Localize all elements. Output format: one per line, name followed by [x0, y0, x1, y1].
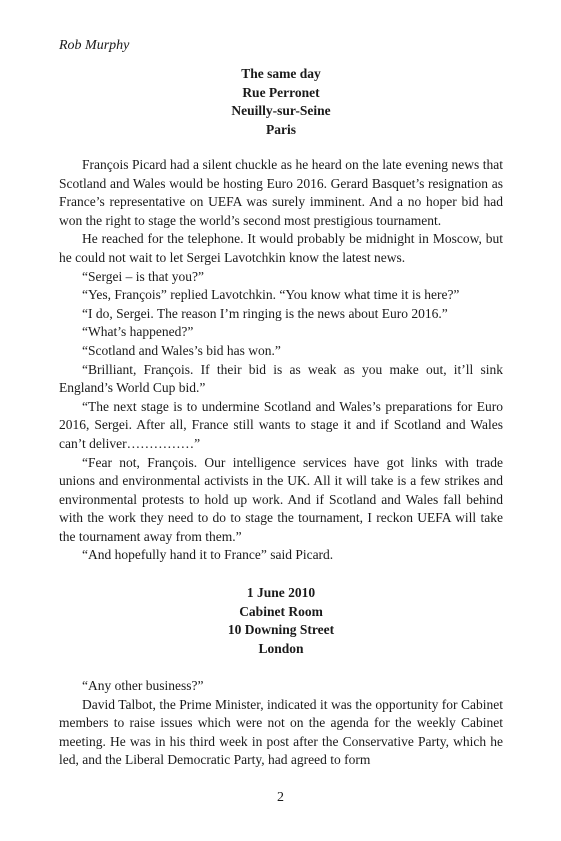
page-number: 2 — [277, 790, 284, 805]
scene-body — [59, 677, 503, 770]
paragraph: “Any other business?” — [82, 678, 204, 693]
paragraph: “The next stage is to undermine Scotland and Wales’s preparations for Euro 2016, Sergei. After all, France still wants to stage it and if Scotland and Wales can’t deliver……………” — [59, 398, 503, 451]
scene-heading — [59, 584, 503, 658]
paragraph: “Fear not, François. Our intelligence services have got links with trade unions and environmental activists in the UK. All it will take is a few strikes and environmental protests to hold up work. And if Scotland and Wales fall behind with the work they need to do to stage the tournament, I reckon UEFA will take the tournament away from them.” — [59, 454, 503, 544]
paragraph: “Yes, François” replied Lavotchkin. “You know what time it is here?” — [82, 287, 460, 303]
scene-heading-line: The same day — [241, 66, 321, 81]
scene-body — [59, 156, 503, 565]
paragraph: “Sergei – is that you?” — [82, 268, 204, 284]
scene-heading-line: Cabinet Room — [239, 603, 323, 619]
scene-heading — [59, 65, 503, 139]
scene-heading-line: 10 Downing Street — [227, 622, 335, 638]
paragraph: He reached for the telephone. It would probably be midnight in Moscow, but he could not wait to let Sergei Lavotchkin know the latest news. — [59, 231, 503, 265]
scene-heading-line: 1 June 2010 — [246, 585, 316, 600]
scene-heading-line: Rue Perronet — [242, 84, 320, 100]
paragraph: “Scotland and Wales’s bid has won.” — [82, 342, 281, 358]
scene-heading-line: Neuilly-sur-Seine — [231, 103, 331, 119]
scene-heading-line: London — [258, 640, 304, 656]
paragraph: “Brilliant, François. If their bid is as weak as you make out, it’ll sink England’s World Cup bid.” — [59, 361, 503, 396]
paragraph: David Talbot, the Prime Minister, indicated it was the opportunity for Cabinet members to raise issues which were not on the agenda for the weekly Cabinet meeting. He was in his third week in post after the Conservative Party, which he led, and the Liberal Democratic Party, had agreed to form — [59, 696, 503, 768]
paragraph: “What’s happened?” — [82, 324, 194, 340]
paragraph: François Picard had a silent chuckle as he heard on the late evening news that Scotland and Wales would be hosting Euro 2016. Gerard Basquet’s resignation as France’s representative on UEFA was surely imminent. And a no hoper bid had won the right to stage the world’s second most prestigious tournament. — [59, 157, 503, 228]
paragraph: “And hopefully hand it to France” said Picard. — [82, 547, 334, 563]
paragraph: “I do, Sergei. The reason I’m ringing is the news about Euro 2016.” — [82, 305, 448, 321]
running-head-author: Rob Murphy — [59, 38, 130, 53]
scene-heading-line: Paris — [266, 121, 296, 137]
